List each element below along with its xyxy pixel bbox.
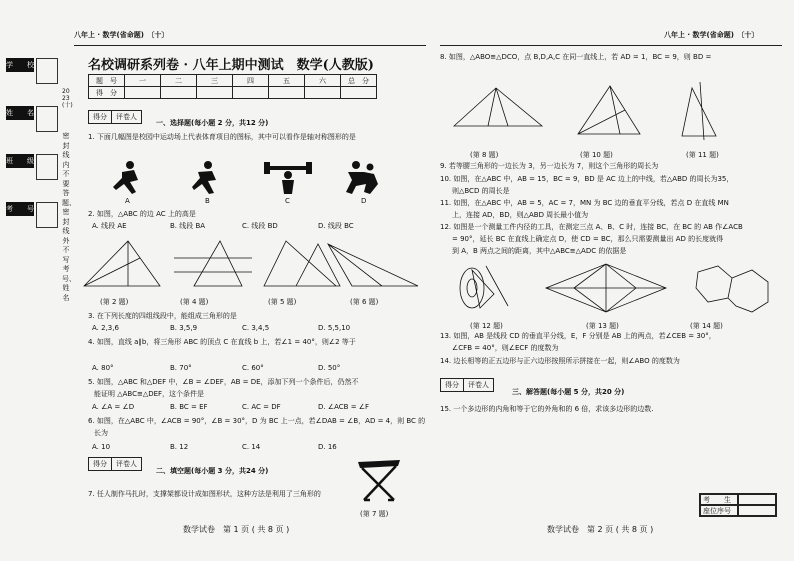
stool-image (354, 456, 404, 504)
q6-option-b: B. 12 (170, 443, 189, 451)
figure-q10 (578, 86, 640, 134)
grader-score: 得分 (89, 458, 112, 470)
score-cell (269, 87, 305, 99)
binding-column (6, 58, 58, 250)
figure-q4 (174, 241, 252, 286)
q4-option-d: D. 50° (318, 364, 341, 372)
question-3: 3. 在下列长度的四组线段中，能组成三角形的是 (88, 312, 237, 320)
exam-title: 名校调研系列卷 · 八年上期中测试 数学(人教版) (88, 58, 374, 73)
q5-option-d: D. ∠ACB = ∠F (318, 403, 370, 411)
exam-number-box (36, 202, 58, 228)
q1-option-c: C (285, 197, 290, 205)
score-cell (233, 87, 269, 99)
question-15: 15. 一个多边形的内角和等于它的外角和的 6 倍，求该多边形的边数. (440, 405, 654, 413)
question-12-line-3: 到 A，B 两点之间的距离，其中△ABC≌△ADC 的依据是 (452, 247, 627, 255)
grader-score: 得分 (441, 379, 464, 391)
q2-option-b: B. 线段 BA (170, 222, 206, 230)
question-2: 2. 如图，△ABC 的边 AC 上的高是 (88, 210, 196, 218)
question-1: 1. 下面几幅图是校园中运动场上代表体育项目的图标，其中可以看作是轴对称图形的是 (88, 133, 356, 141)
figure-q8 (454, 88, 542, 126)
grader-reviewer: 评卷人 (116, 113, 137, 121)
student-value (738, 494, 776, 505)
figure-q6 (328, 244, 418, 286)
caption-q5: (第 5 题) (268, 298, 297, 306)
question-6-line-2: 长为 (94, 429, 108, 437)
footer-left: 数学试卷 第 1 页 ( 共 8 页 ) (183, 525, 290, 534)
score-cell (305, 87, 341, 99)
figure-q11 (682, 82, 716, 140)
name-box (36, 106, 58, 132)
caption-q12: (第 12 题) (470, 322, 503, 330)
q3-option-c: C. 3,4,5 (242, 324, 270, 332)
sport-icons (108, 160, 408, 196)
score-table (88, 74, 377, 99)
sport-icon-d (346, 161, 378, 194)
caption-q8: (第 8 题) (470, 151, 499, 159)
figures-q2-q6 (82, 236, 422, 294)
q2-option-d: D. 线段 BC (318, 222, 354, 230)
question-8: 8. 如图，△ABO≌△DCO，点 B,D,A,C 在同一直线上，若 AD = 1，BC = 9，则 BD = (440, 53, 712, 61)
caption-q13: (第 13 题) (586, 322, 619, 330)
header-right: 八年上 · 数学(省命题) 〔十〕 (664, 31, 759, 39)
sport-icon-b (192, 161, 216, 194)
caption-q10: (第 10 题) (580, 151, 613, 159)
score-cell: 三 (197, 75, 233, 87)
section-2-heading: 二、填空题(每小题 3 分，共24 分) (156, 467, 269, 475)
q2-option-c: C. 线段 BD (242, 222, 278, 230)
score-cell (341, 87, 377, 99)
question-5-line-1: 5. 如图，△ABC 和△DEF 中，∠B = ∠DEF，AB = DE，添加下列一个条件后，仍然不 (88, 378, 359, 386)
sport-icon-a (113, 161, 138, 194)
score-cell (197, 87, 233, 99)
q1-option-b: B (205, 197, 210, 205)
student-seat-box (699, 493, 777, 517)
q3-option-a: A. 2,3,6 (92, 324, 119, 332)
caption-q14: (第 14 题) (690, 322, 723, 330)
question-11-line-2: 上，连接 AD，BD，则△ABD 周长最小值为 (452, 211, 589, 219)
q4-option-c: C. 60° (242, 364, 264, 372)
footer-right: 数学试卷 第 2 页 ( 共 8 页 ) (547, 525, 654, 534)
q1-option-a: A (125, 197, 130, 205)
class-box (36, 154, 58, 180)
question-12-line-2: = 90°，延长 BC 在直线上确定点 D，使 CD = BC，那么只需要测量出 AD 的长度就得 (452, 235, 724, 243)
score-cell: 总 分 (341, 75, 377, 87)
figure-q2 (84, 241, 160, 286)
figure-q5 (264, 241, 340, 286)
figure-q12 (460, 266, 508, 308)
q6-option-a: A. 10 (92, 443, 111, 451)
grader-reviewer: 评卷人 (468, 381, 489, 389)
question-9: 9. 若等腰三角形的一边长为 3，另一边长为 7，则这个三角形的周长为 (440, 162, 659, 170)
grader-reviewer: 评卷人 (116, 460, 137, 468)
question-6-line-1: 6. 如图，在△ABC 中，∠ACB = 90°，∠B = 30°，D 为 BC 上一点，若∠DAB = ∠B，AD = 4，则 BC 的 (88, 417, 426, 425)
name-label: 姓 名 (6, 106, 34, 120)
question-11-line-1: 11. 如图，在△ABC 中，AB = 5，AC = 7，MN 为 BC 边的垂直平分线，若点 D 在直线 MN (440, 199, 729, 207)
q4-option-b: B. 70° (170, 364, 192, 372)
seal-line-text: 密封线内不要答题、密封线外不写考号、姓名 (62, 132, 76, 302)
header-left: 八年上 · 数学(省命题) 〔十〕 (74, 31, 169, 39)
header-rule-left (74, 45, 426, 46)
seat-number-label: 座位序号 (700, 505, 738, 516)
score-cell (125, 87, 161, 99)
question-12-line-1: 12. 如图是一个测量工件内径的工具，在测定三点 A、B、C 时，连接 BC，在 BC 的 AB 作∠ACB (440, 223, 743, 231)
score-cell: 六 (305, 75, 341, 87)
class-label: 班 级 (6, 154, 34, 168)
question-14: 14. 边长相等的正五边形与正六边形按照所示拼接在一起，则∠ABO 的度数为 (440, 357, 680, 365)
header-rule-right (440, 45, 782, 46)
question-13-line-1: 13. 如图，AB 是线段 CD 的垂直平分线，E，F 分别是 AB 上的两点，若∠CEB = 30°， (440, 332, 716, 340)
score-cell: 得 分 (89, 87, 125, 99)
grader-box-2 (88, 457, 142, 471)
student-label: 考 生 (700, 494, 738, 505)
q2-option-a: A. 线段 AE (92, 222, 127, 230)
caption-q4: (第 4 题) (180, 298, 209, 306)
question-10-line-2: 则△BCD 的周长是 (452, 187, 510, 195)
section-1-heading: 一、选择题(每小题 2 分，共12 分) (156, 119, 269, 127)
question-4: 4. 如图，直线 a∥b，将三角形 ABC 的顶点 C 在直线 b 上，若∠1 = 40°，则∠2 等于 (88, 338, 356, 346)
score-cell: 一 (125, 75, 161, 87)
score-cell (161, 87, 197, 99)
section-3-heading: 三、解答题(每小题 5 分，共20 分) (512, 388, 625, 396)
q5-option-b: B. BC = EF (170, 403, 208, 411)
exam-number-label: 考 号 (6, 202, 34, 216)
grader-box-1 (88, 110, 142, 124)
q5-option-a: A. ∠A = ∠D (92, 403, 135, 411)
score-cell: 五 (269, 75, 305, 87)
sport-icon-c (264, 162, 312, 194)
binding-year: 2023(十) (62, 88, 73, 109)
stool-legs (362, 466, 396, 500)
figures-q8-q11 (450, 80, 750, 150)
caption-q11: (第 11 题) (686, 151, 719, 159)
grader-score: 得分 (89, 111, 112, 123)
question-5-line-2: 能证明 △ABC≌△DEF，这个条件是 (94, 390, 205, 398)
q1-option-d: D (361, 197, 367, 205)
q3-option-d: D. 5,5,10 (318, 324, 351, 332)
question-7: 7. 任人制作马扎时，支撑架都设计成如图形状，这种方法是利用了三角形的 (88, 490, 321, 498)
grader-box-3 (440, 378, 494, 392)
figure-q14 (696, 266, 768, 312)
figures-q12-q14 (450, 262, 770, 320)
caption-q6: (第 6 题) (350, 298, 379, 306)
q6-option-d: D. 16 (318, 443, 337, 451)
school-label: 学 校 (6, 58, 34, 72)
caption-q7: (第 7 题) (360, 510, 389, 518)
score-cell: 题 号 (89, 75, 125, 87)
school-box (36, 58, 58, 84)
q6-option-c: C. 14 (242, 443, 261, 451)
seat-number-value (738, 505, 776, 516)
score-cell: 四 (233, 75, 269, 87)
q5-option-c: C. AC = DF (242, 403, 281, 411)
score-cell: 二 (161, 75, 197, 87)
question-10-line-1: 10. 如图，在△ABC 中，AB = 15，BC = 9，BD 是 AC 边上的中线，若△ABD 的周长为35， (440, 175, 734, 183)
caption-q2: (第 2 题) (100, 298, 129, 306)
figure-q13 (546, 264, 666, 312)
question-13-line-2: ∠CFB = 40°，则∠ECF 的度数为 (452, 344, 559, 352)
q3-option-b: B. 3,5,9 (170, 324, 198, 332)
q4-option-a: A. 80° (92, 364, 114, 372)
